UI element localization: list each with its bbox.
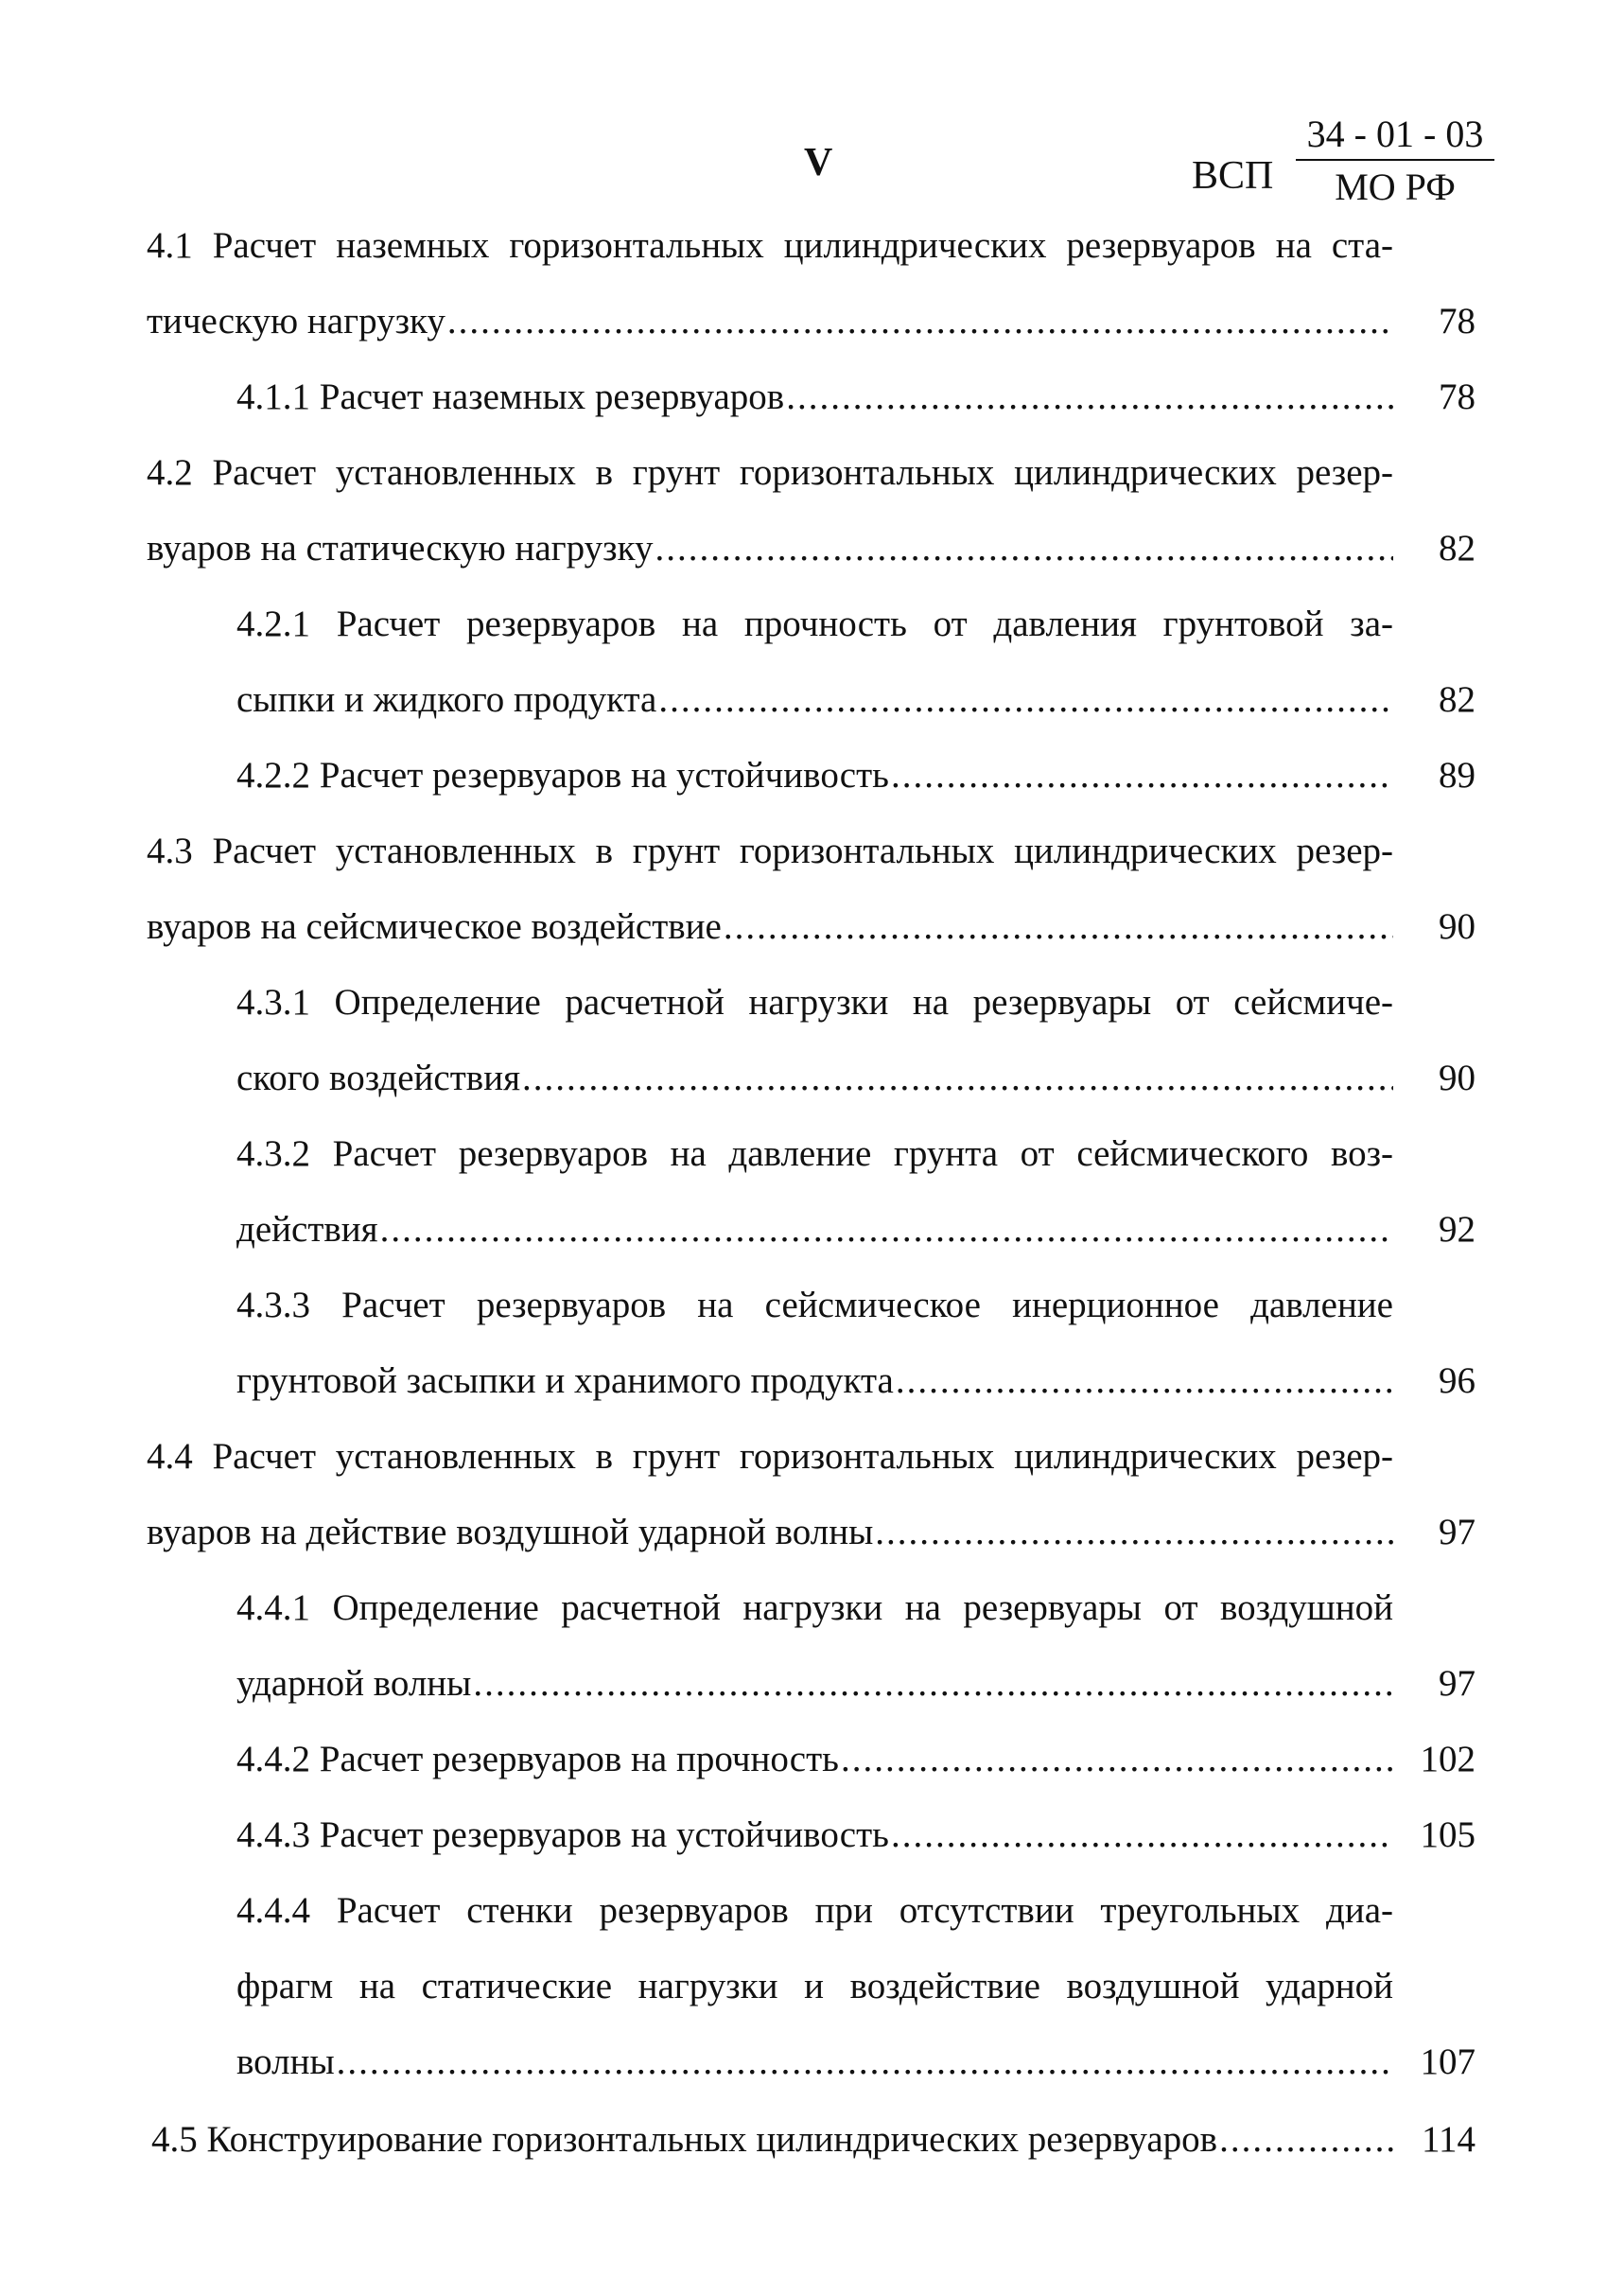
toc-entry-text: 4.1.1 Расчет наземных резервуаров (236, 377, 785, 417)
dot-leader (380, 1203, 1393, 1256)
toc-entry-text: 4.4.2 Расчет резервуаров на прочность (236, 1739, 839, 1779)
toc-line: 4.4 Расчет установленных в грунт горизонтальных цилиндрических резер- (147, 1436, 1393, 1477)
dot-leader (786, 371, 1393, 424)
toc-page-number: 78 (1439, 301, 1476, 342)
toc-page-number: 90 (1439, 906, 1476, 947)
toc-line (236, 1052, 1393, 1105)
toc-line (147, 901, 1393, 954)
fraction-bar (1296, 159, 1494, 161)
toc-entry-text: 4.5 Конструирование горизонтальных цилиндрических резервуаров (151, 2119, 1218, 2160)
toc-line (236, 1733, 1393, 1786)
toc-line (236, 749, 1393, 802)
toc-line: 4.3.2 Расчет резервуаров на давление грунта от сейсмического воз- (236, 1133, 1393, 1174)
toc-page-number: 97 (1439, 1512, 1476, 1552)
toc-entry-text: сыпки и жидкого продукта (236, 679, 657, 720)
toc-page-number: 89 (1439, 755, 1476, 796)
toc-line (236, 2036, 1393, 2089)
toc-line: 4.3.1 Определение расчетной нагрузки на резервуары от сейсмиче- (236, 982, 1393, 1023)
toc-page-number: 96 (1439, 1360, 1476, 1401)
toc-page-number: 97 (1439, 1663, 1476, 1704)
toc-entry-text: вуаров на действие воздушной ударной волны (147, 1512, 874, 1552)
toc-line: 4.3.3 Расчет резервуаров на сейсмическое инерционное давление (236, 1285, 1393, 1325)
toc-line: фрагм на статические нагрузки и воздействие воздушной ударной (236, 1966, 1393, 2006)
toc-line (147, 295, 1393, 348)
document-prefix: ВСП (1192, 154, 1274, 198)
dot-leader (658, 674, 1393, 727)
dot-leader (522, 1052, 1393, 1105)
document-authority: МО РФ (1335, 166, 1456, 208)
toc-entry-text: 4.2.2 Расчет резервуаров на устойчивость (236, 755, 889, 796)
toc-page-number: 105 (1420, 1814, 1476, 1855)
toc-line (236, 1355, 1393, 1408)
toc-page-number: 82 (1439, 679, 1476, 720)
dot-leader (891, 1809, 1393, 1862)
toc-line (236, 1809, 1393, 1862)
toc-page-number: 90 (1439, 1058, 1476, 1098)
toc-page-number: 107 (1420, 2041, 1476, 2082)
dot-leader (655, 522, 1393, 575)
toc-line: 4.2 Расчет установленных в грунт горизонтальных цилиндрических резер- (147, 452, 1393, 493)
toc-page-number: 78 (1439, 377, 1476, 417)
dot-leader (337, 2036, 1393, 2089)
toc-page-number: 92 (1439, 1209, 1476, 1250)
document-code-fraction (1296, 112, 1494, 210)
toc-line (147, 1506, 1393, 1559)
dot-leader (896, 1355, 1393, 1408)
toc-entry-text: волны (236, 2041, 335, 2082)
toc-line: 4.4.1 Определение расчетной нагрузки на резервуары от воздушной (236, 1587, 1393, 1628)
toc-entry-text: ского воздействия (236, 1058, 521, 1098)
roman-page-number: V (804, 141, 834, 184)
toc-entry-text: ударной волны (236, 1663, 472, 1704)
dot-leader (841, 1733, 1393, 1786)
toc-line: 4.4.4 Расчет стенки резервуаров при отсутствии треугольных диа- (236, 1890, 1393, 1931)
document-code (1192, 112, 1504, 225)
toc-entry-text: грунтовой засыпки и хранимого продукта (236, 1360, 894, 1401)
toc-line (236, 1203, 1393, 1256)
toc-line: 4.3 Расчет установленных в грунт горизонтальных цилиндрических резер- (147, 831, 1393, 871)
toc-entry-text: 4.4.3 Расчет резервуаров на устойчивость (236, 1814, 889, 1855)
toc-line: 4.1 Расчет наземных горизонтальных цилиндрических резервуаров на ста- (147, 225, 1393, 266)
dot-leader (447, 295, 1393, 348)
dot-leader (875, 1506, 1393, 1559)
document-number: 34 - 01 - 03 (1306, 113, 1484, 155)
toc-line (147, 522, 1393, 575)
toc-entry-text: вуаров на сейсмическое воздействие (147, 906, 722, 947)
toc-entry-text: тическую нагрузку (147, 301, 445, 342)
toc-page-number: 102 (1420, 1739, 1476, 1779)
dot-leader (891, 749, 1393, 802)
toc-line (236, 674, 1393, 727)
toc-entry-text: действия (236, 1209, 378, 1250)
toc-page-number: 82 (1439, 528, 1476, 569)
toc-line (236, 1657, 1393, 1710)
toc-line (236, 371, 1393, 424)
dot-leader (473, 1657, 1393, 1710)
dot-leader (1219, 2113, 1393, 2166)
toc-line (151, 2113, 1393, 2166)
dot-leader (724, 901, 1393, 954)
toc-page-number: 114 (1421, 2119, 1476, 2160)
toc-line: 4.2.1 Расчет резервуаров на прочность от давления грунтовой за- (236, 604, 1393, 644)
toc-entry-text: вуаров на статическую нагрузку (147, 528, 654, 569)
